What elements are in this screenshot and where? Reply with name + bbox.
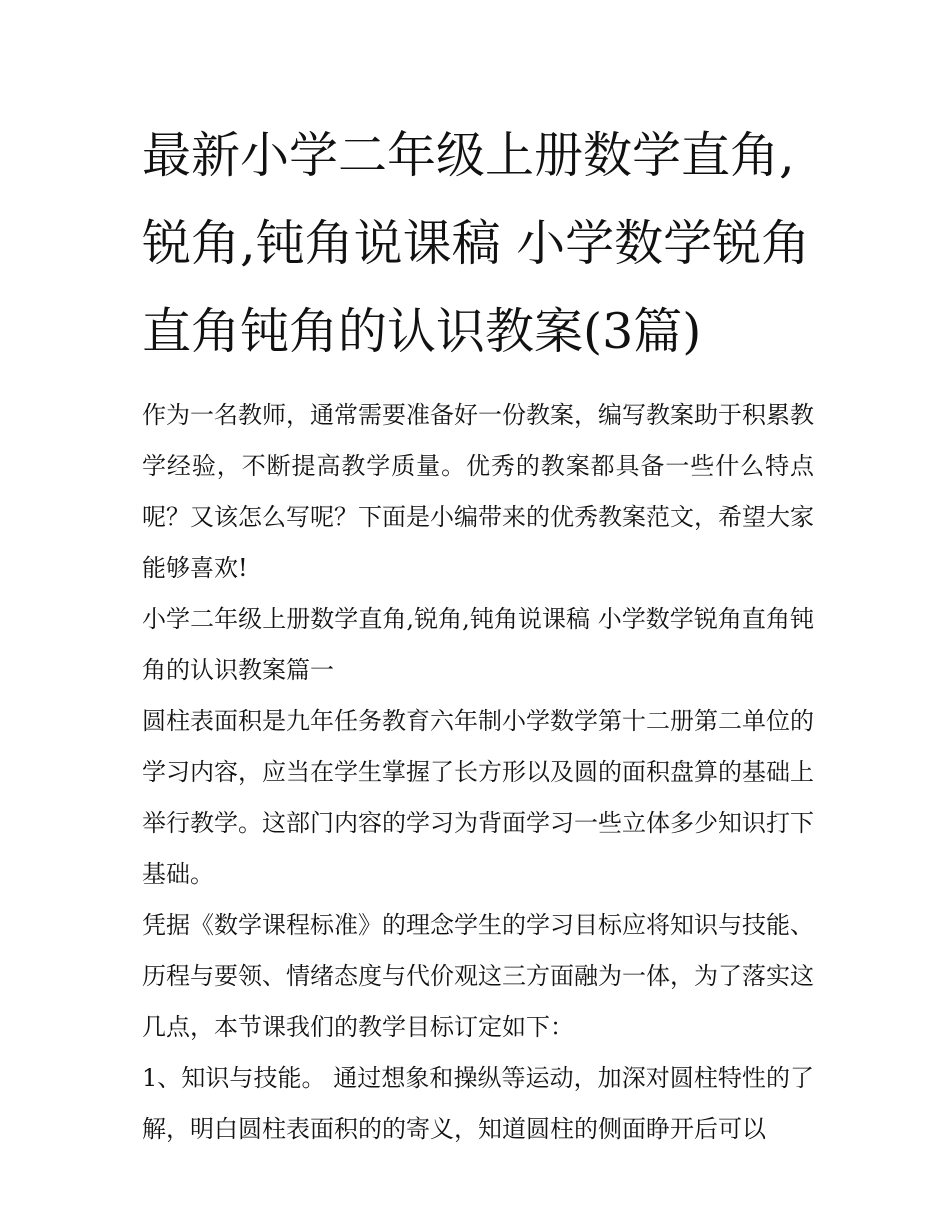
body-paragraph: 1、知识与技能。 通过想象和操纵等运动，加深对圆柱特性的了解，明白圆柱表面积的的寄义，知道圆柱的侧面睁开后可以 — [142, 1064, 814, 1143]
document-title: 最新小学二年级上册数学直角,锐角,钝角说课稿 小学数学锐角直角钝角的认识教案(3篇) — [142, 127, 811, 360]
section-heading: 小学二年级上册数学直角,锐角,钝角说课稿 小学数学锐角直角钝角的认识教案篇一 — [142, 605, 814, 684]
intro-paragraph: 作为一名教师，通常需要准备好一份教案，编写教案助于积累教学经验，不断提高教学质量。优秀的教案都具备一些什么特点呢？又该怎么写呢？下面是小编带来的优秀教案范文，希望大家能够喜欢! — [142, 401, 814, 582]
body-paragraph: 凭据《数学课程标准》的理念学生的学习目标应将知识与技能、历程与要领、情绪态度与代价观这三方面融为一体，为了落实这几点，本节课我们的教学目标订定如下： — [142, 911, 814, 1041]
document-page — [142, 112, 814, 1155]
body-paragraph: 圆柱表面积是九年任务教育六年制小学数学第十二册第二单位的学习内容，应当在学生掌握了长方形以及圆的面积盘算的基础上举行教学。这部门内容的学习为背面学习一些立体多少知识打下基础。 — [142, 707, 814, 888]
